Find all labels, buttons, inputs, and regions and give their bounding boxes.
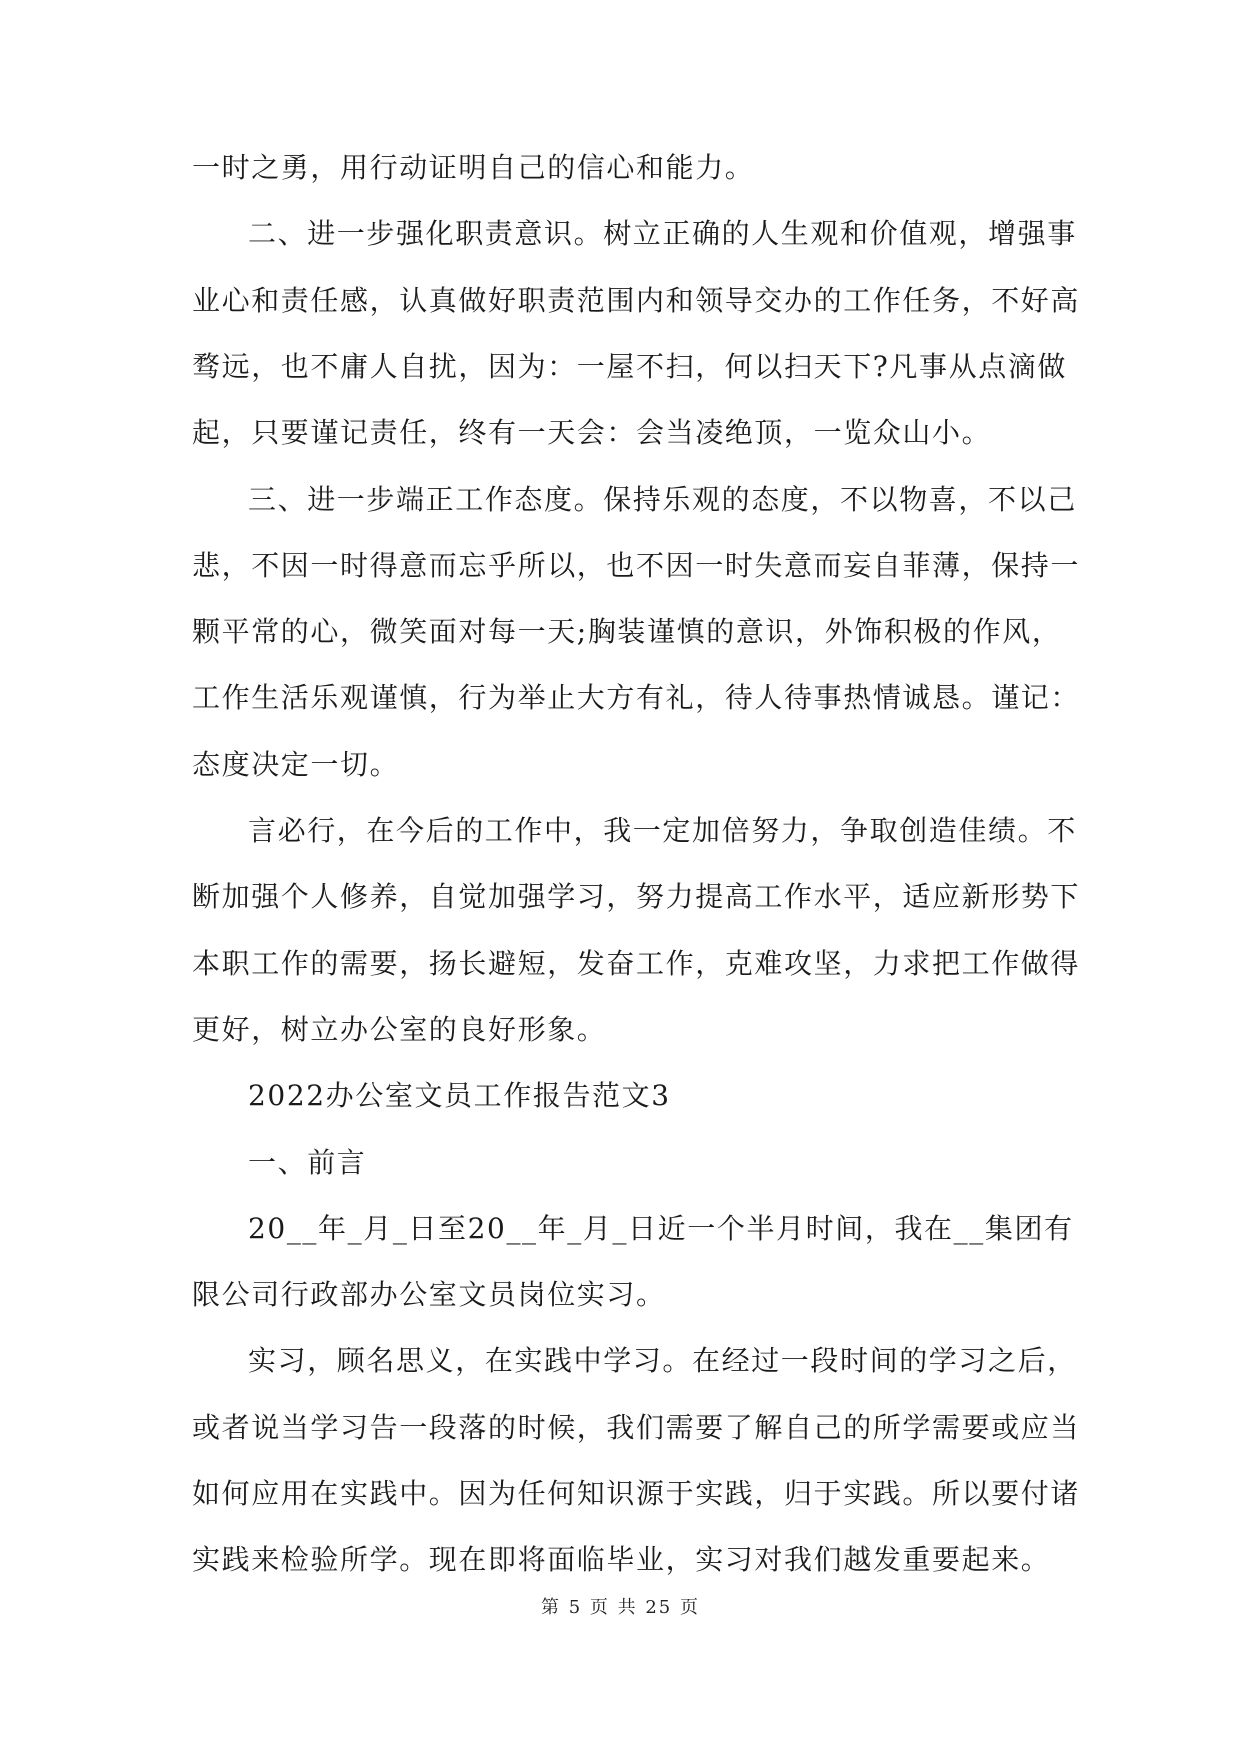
section-heading: 2022办公室文员工作报告范文3 <box>248 1079 671 1112</box>
text-line: 工作生活乐观谨慎，行为举止大方有礼，待人待事热情诚恳。谨记： <box>192 681 1081 714</box>
text-line: 言必行，在今后的工作中，我一定加倍努力，争取创造佳绩。不 <box>248 814 1077 847</box>
text-line: 颗平常的心，微笑面对每一天;胸装谨慎的意识，外饰积极的作风， <box>192 615 1062 648</box>
text-line: 断加强个人修养，自觉加强学习，努力提高工作水平，适应新形势下 <box>192 880 1081 913</box>
text-line: 三、进一步端正工作态度。保持乐观的态度，不以物喜，不以己 <box>248 483 1077 516</box>
text-line: 更好，树立办公室的良好形象。 <box>192 1013 607 1046</box>
text-line: 实践来检验所学。现在即将面临毕业，实习对我们越发重要起来。 <box>192 1543 1051 1576</box>
text-line: 骛远，也不庸人自扰，因为：一屋不扫，何以扫天下?凡事从点滴做 <box>192 350 1068 383</box>
text-line: 悲，不因一时得意而忘乎所以，也不因一时失意而妄自菲薄，保持一 <box>192 549 1081 582</box>
text-line: 二、进一步强化职责意识。树立正确的人生观和价值观，增强事 <box>248 217 1077 250</box>
text-line: 如何应用在实践中。因为任何知识源于实践，归于实践。所以要付诸 <box>192 1477 1081 1510</box>
text-line: 态度决定一切。 <box>192 748 400 781</box>
text-line: 本职工作的需要，扬长避短，发奋工作，克难攻坚，力求把工作做得 <box>192 947 1081 980</box>
text-line: 或者说当学习告一段落的时候，我们需要了解自己的所学需要或应当 <box>192 1411 1081 1444</box>
subsection-heading: 一、前言 <box>248 1146 367 1179</box>
text-line: 20__年_月_日至20__年_月_日近一个半月时间，我在__集团有 <box>248 1212 1074 1245</box>
text-line: 限公司行政部办公室文员岗位实习。 <box>192 1278 666 1311</box>
text-line: 一时之勇，用行动证明自己的信心和能力。 <box>192 151 755 184</box>
text-line: 起，只要谨记责任，终有一天会：会当凌绝顶，一览众山小。 <box>192 416 992 449</box>
text-line: 实习，顾名思义，在实践中学习。在经过一段时间的学习之后， <box>248 1344 1077 1377</box>
text-line: 业心和责任感，认真做好职责范围内和领导交办的工作任务，不好高 <box>192 284 1081 317</box>
page-number-footer: 第 5 页 共 25 页 <box>541 1597 700 1618</box>
